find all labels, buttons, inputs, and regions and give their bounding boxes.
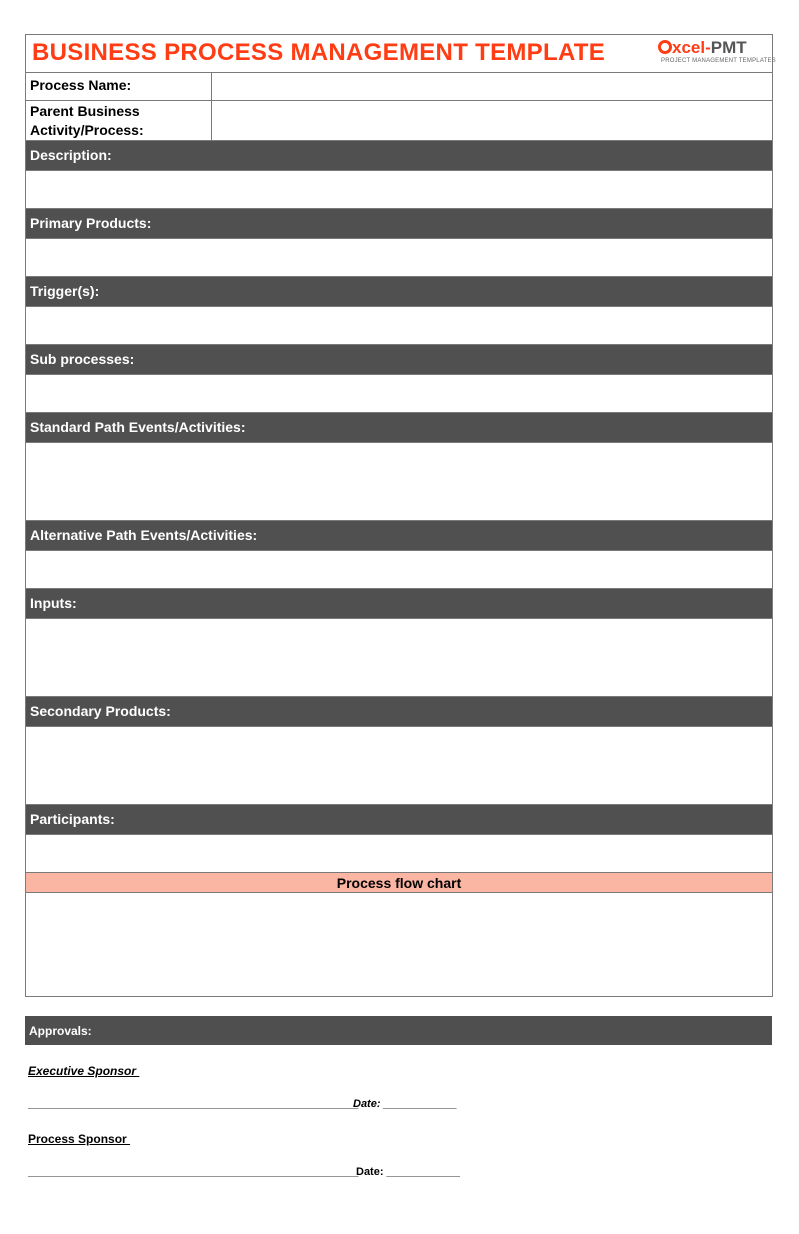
executive-sponsor-signature-line[interactable]: ______________________________________________________ bbox=[28, 1098, 359, 1110]
alternative-path-field[interactable] bbox=[26, 551, 772, 589]
participants-field[interactable] bbox=[26, 835, 772, 873]
description-field[interactable] bbox=[26, 171, 772, 209]
approvals-header: Approvals: bbox=[25, 1016, 772, 1045]
executive-sponsor-label: Executive Sponsor bbox=[28, 1064, 140, 1078]
process-sponsor-label: Process Sponsor bbox=[28, 1132, 131, 1146]
parent-process-field[interactable] bbox=[212, 101, 772, 140]
logo-tagline: PROJECT MANAGEMENT TEMPLATES bbox=[661, 58, 776, 64]
secondary-products-field[interactable] bbox=[26, 727, 772, 805]
logo-e-icon bbox=[658, 40, 672, 54]
process-sponsor-signature-line[interactable]: ______________________________________________________ bbox=[28, 1166, 359, 1178]
parent-process-label: Parent Business Activity/Process: bbox=[26, 101, 212, 140]
title-row bbox=[26, 35, 776, 73]
process-name-field[interactable] bbox=[212, 72, 772, 100]
process-form bbox=[25, 34, 776, 997]
alternative-path-header: Alternative Path Events/Activities: bbox=[26, 521, 772, 551]
triggers-header: Trigger(s): bbox=[26, 277, 772, 307]
flow-chart-header: Process flow chart bbox=[26, 873, 772, 893]
inputs-header: Inputs: bbox=[26, 589, 772, 619]
description-header: Description: bbox=[26, 141, 772, 171]
inputs-field[interactable] bbox=[26, 619, 772, 697]
parent-process-row bbox=[26, 101, 772, 141]
process-name-label: Process Name: bbox=[26, 72, 212, 100]
process-sponsor-date[interactable]: Date: ____________ bbox=[356, 1166, 460, 1178]
executive-sponsor-date[interactable]: Date: ____________ bbox=[353, 1098, 457, 1110]
primary-products-header: Primary Products: bbox=[26, 209, 772, 239]
page-title: BUSINESS PROCESS MANAGEMENT TEMPLATE bbox=[32, 39, 606, 66]
process-name-row bbox=[26, 72, 772, 101]
logo: xcel-PMT PROJECT MANAGEMENT TEMPLATES bbox=[658, 38, 770, 68]
participants-header: Participants: bbox=[26, 805, 772, 835]
sub-processes-header: Sub processes: bbox=[26, 345, 772, 375]
standard-path-field[interactable] bbox=[26, 443, 772, 521]
standard-path-header: Standard Path Events/Activities: bbox=[26, 413, 772, 443]
secondary-products-header: Secondary Products: bbox=[26, 697, 772, 727]
flow-chart-area[interactable] bbox=[26, 893, 772, 996]
sub-processes-field[interactable] bbox=[26, 375, 772, 413]
primary-products-field[interactable] bbox=[26, 239, 772, 277]
triggers-field[interactable] bbox=[26, 307, 772, 345]
